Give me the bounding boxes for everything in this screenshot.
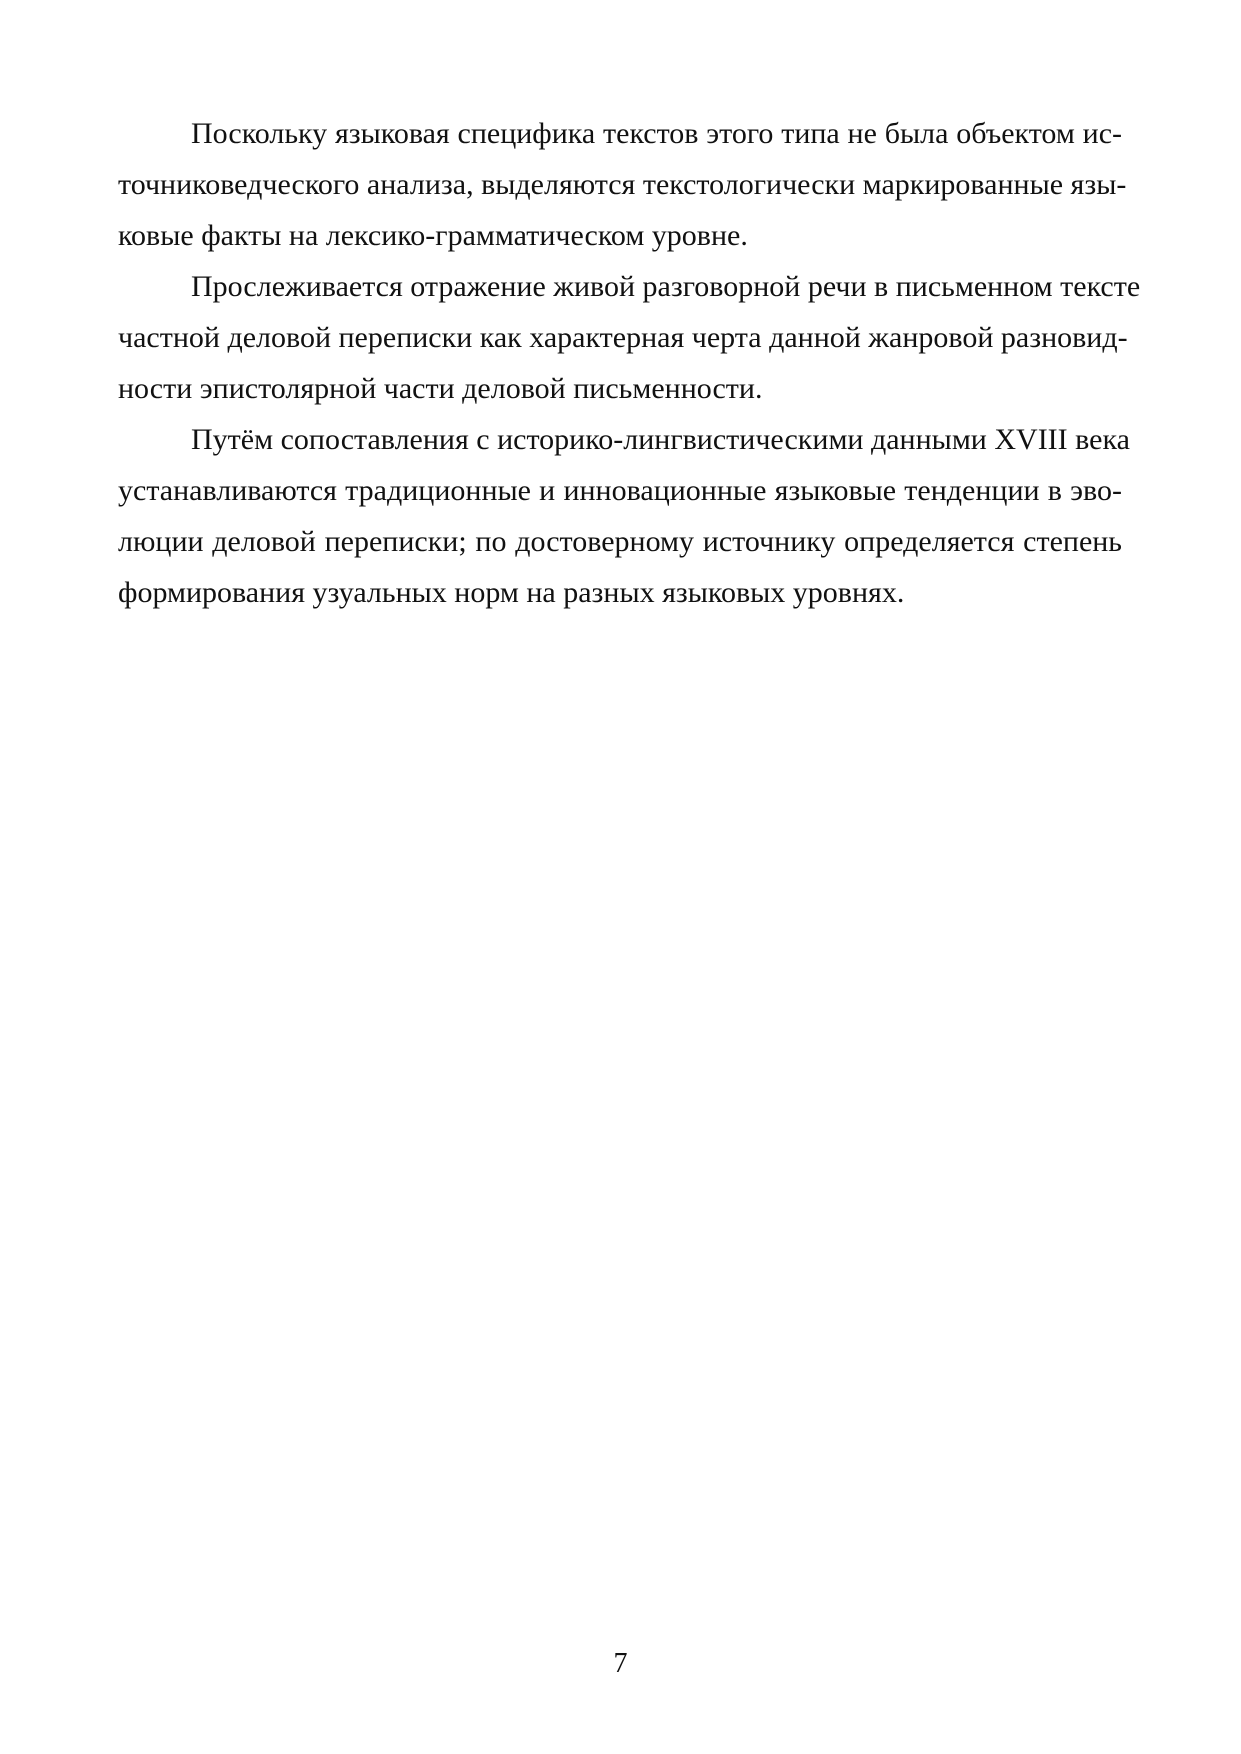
text-line: люции деловой переписки; по достоверному источнику определяется степень <box>118 525 1122 558</box>
text-line: частной деловой переписки как характерная черта данной жанровой разновид- <box>118 321 1128 354</box>
text-line: ности эпистолярной части деловой письменности. <box>118 372 763 405</box>
text-line: Поскольку языковая специфика текстов этого типа не была объектом ис- <box>191 117 1122 150</box>
page-number: 7 <box>613 1648 628 1679</box>
text-line: ковые факты на лексико-грамматическом уровне. <box>118 219 748 252</box>
text-line: формирования узуальных норм на разных языковых уровнях. <box>118 576 905 609</box>
text-line: устанавливаются традиционные и инновационные языковые тенденции в эво- <box>118 474 1122 507</box>
paragraph-3 <box>118 414 1130 618</box>
paragraph-2 <box>118 261 1141 414</box>
text-line: Прослеживается отражение живой разговорной речи в письменном тексте <box>191 270 1141 303</box>
text-line: Путём сопоставления с историко-лингвистическими данными XVIII века <box>191 423 1130 456</box>
text-line: точниковедческого анализа, выделяются текстологически маркированные язы- <box>118 168 1127 201</box>
body-text <box>118 108 1141 618</box>
paragraph-1 <box>118 108 1127 261</box>
